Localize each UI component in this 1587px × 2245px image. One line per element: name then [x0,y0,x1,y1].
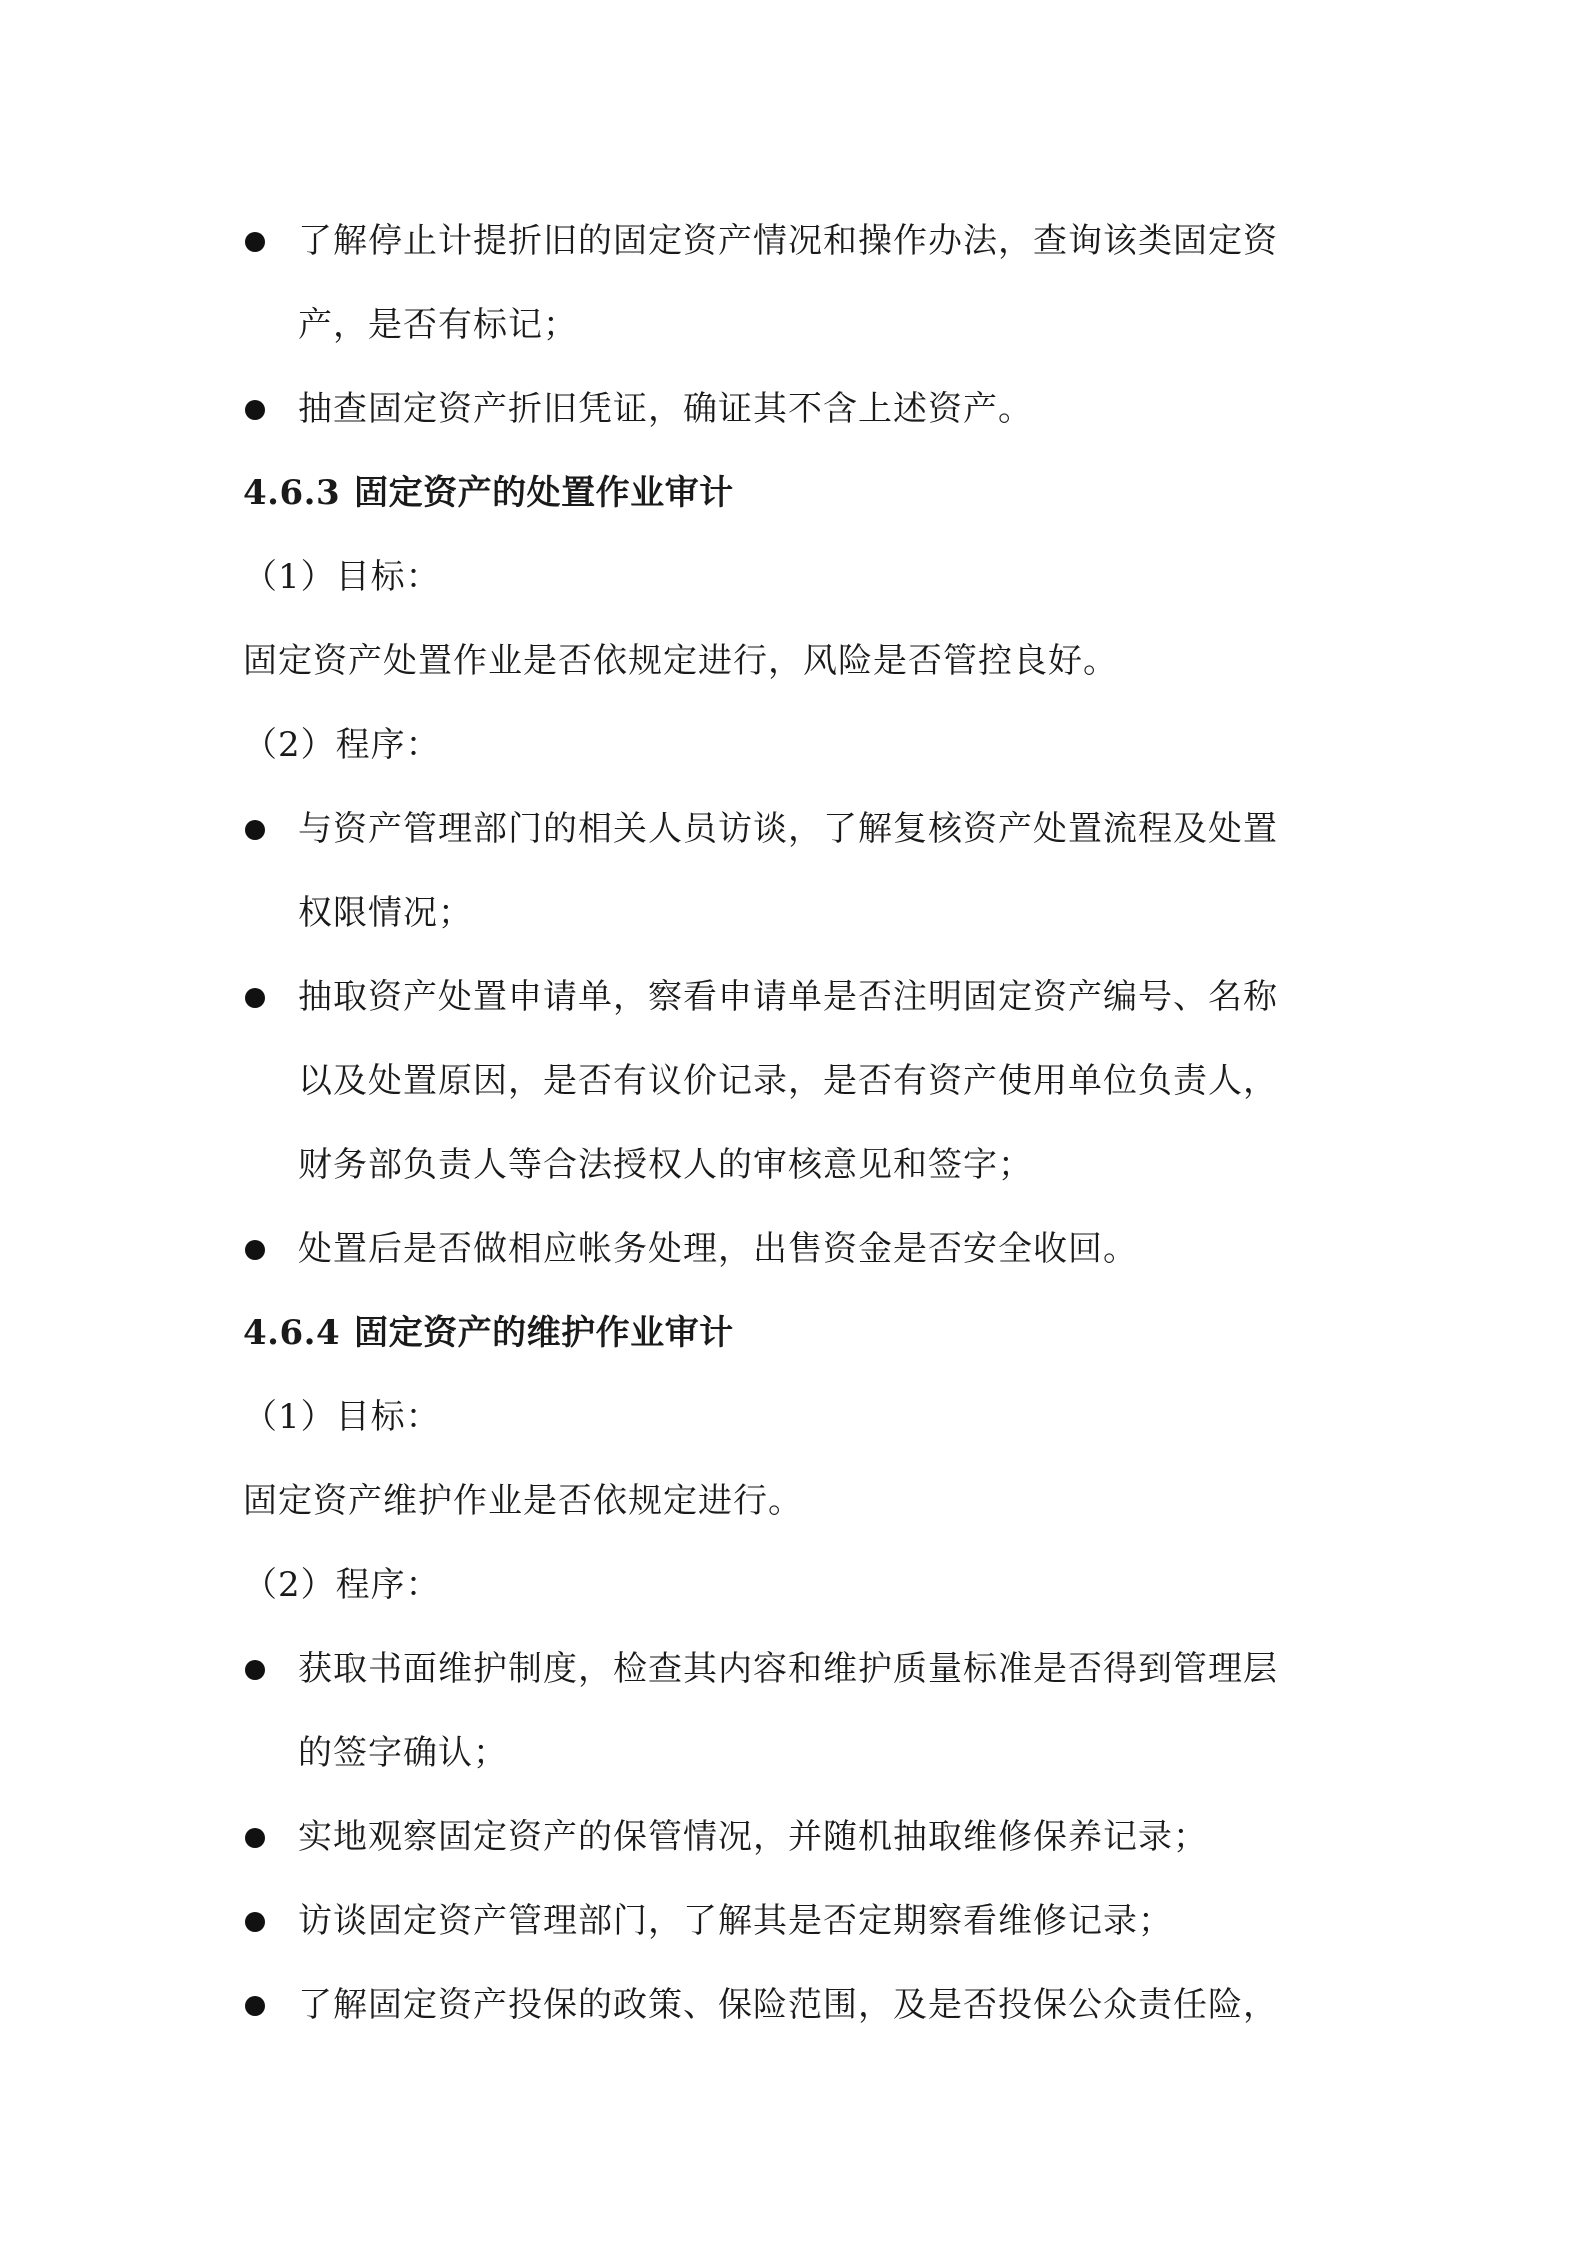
continuation-text: 财务部负责人等合法授权人的审核意见和签字； [298,1145,1033,1185]
bullet-dot-icon [245,232,265,252]
bullet-item [243,1627,1357,1711]
bullet-dot-icon [245,1996,265,2016]
bullet-continuation [243,871,1357,955]
section-heading [243,451,1357,535]
continuation-text: 产，是否有标记； [298,305,578,345]
bullet-dot-icon [245,400,265,420]
bullet-continuation [243,1711,1357,1795]
bullet-dot-icon [245,1912,265,1932]
bullet-text: 与资产管理部门的相关人员访谈，了解复核资产处置流程及处置 [298,809,1278,849]
bullet-item [243,1795,1357,1879]
bullet-item [243,1963,1357,2047]
bullet-item [243,955,1357,1039]
bullet-item [243,1207,1357,1291]
section-number: 4.6.4 [243,1313,341,1353]
bullet-text: 访谈固定资产管理部门，了解其是否定期察看维修记录； [298,1901,1173,1941]
bullet-item [243,199,1357,283]
paragraph-text: （2）程序： [243,725,441,765]
bullet-text: 实地观察固定资产的保管情况，并随机抽取维修保养记录； [298,1817,1208,1857]
paragraph-text: （1）目标： [243,1397,441,1437]
paragraph [243,703,1357,787]
bullet-text: 了解固定资产投保的政策、保险范围，及是否投保公众责任险， [298,1985,1278,2025]
bullet-dot-icon [245,820,265,840]
bullet-text: 处置后是否做相应帐务处理，出售资金是否安全收回。 [298,1229,1138,1269]
paragraph [243,1543,1357,1627]
bullet-continuation [243,1039,1357,1123]
paragraph [243,1375,1357,1459]
bullet-dot-icon [245,1240,265,1260]
bullet-text: 抽取资产处置申请单，察看申请单是否注明固定资产编号、名称 [298,977,1278,1017]
bullet-text: 了解停止计提折旧的固定资产情况和操作办法，查询该类固定资 [298,221,1278,261]
bullet-dot-icon [245,1660,265,1680]
bullet-continuation [243,1123,1357,1207]
bullet-text: 获取书面维护制度，检查其内容和维护质量标准是否得到管理层 [298,1649,1278,1689]
paragraph-text: （1）目标： [243,557,441,597]
bullet-item [243,787,1357,871]
section-number: 4.6.3 [243,473,341,513]
paragraph-text: 固定资产维护作业是否依规定进行。 [243,1481,803,1521]
bullet-dot-icon [245,988,265,1008]
paragraph [243,1459,1357,1543]
continuation-text: 的签字确认； [298,1733,508,1773]
continuation-text: 权限情况； [298,893,473,933]
section-title: 固定资产的维护作业审计 [354,1313,734,1353]
bullet-text: 抽查固定资产折旧凭证，确证其不含上述资产。 [298,389,1033,429]
bullet-dot-icon [245,1828,265,1848]
bullet-item [243,367,1357,451]
paragraph-text: 固定资产处置作业是否依规定进行，风险是否管控良好。 [243,641,1118,681]
bullet-item [243,1879,1357,1963]
continuation-text: 以及处置原因，是否有议价记录，是否有资产使用单位负责人， [298,1061,1278,1101]
paragraph [243,619,1357,703]
paragraph [243,535,1357,619]
section-heading [243,1291,1357,1375]
section-title: 固定资产的处置作业审计 [354,473,734,513]
paragraph-text: （2）程序： [243,1565,441,1605]
bullet-continuation [243,283,1357,367]
